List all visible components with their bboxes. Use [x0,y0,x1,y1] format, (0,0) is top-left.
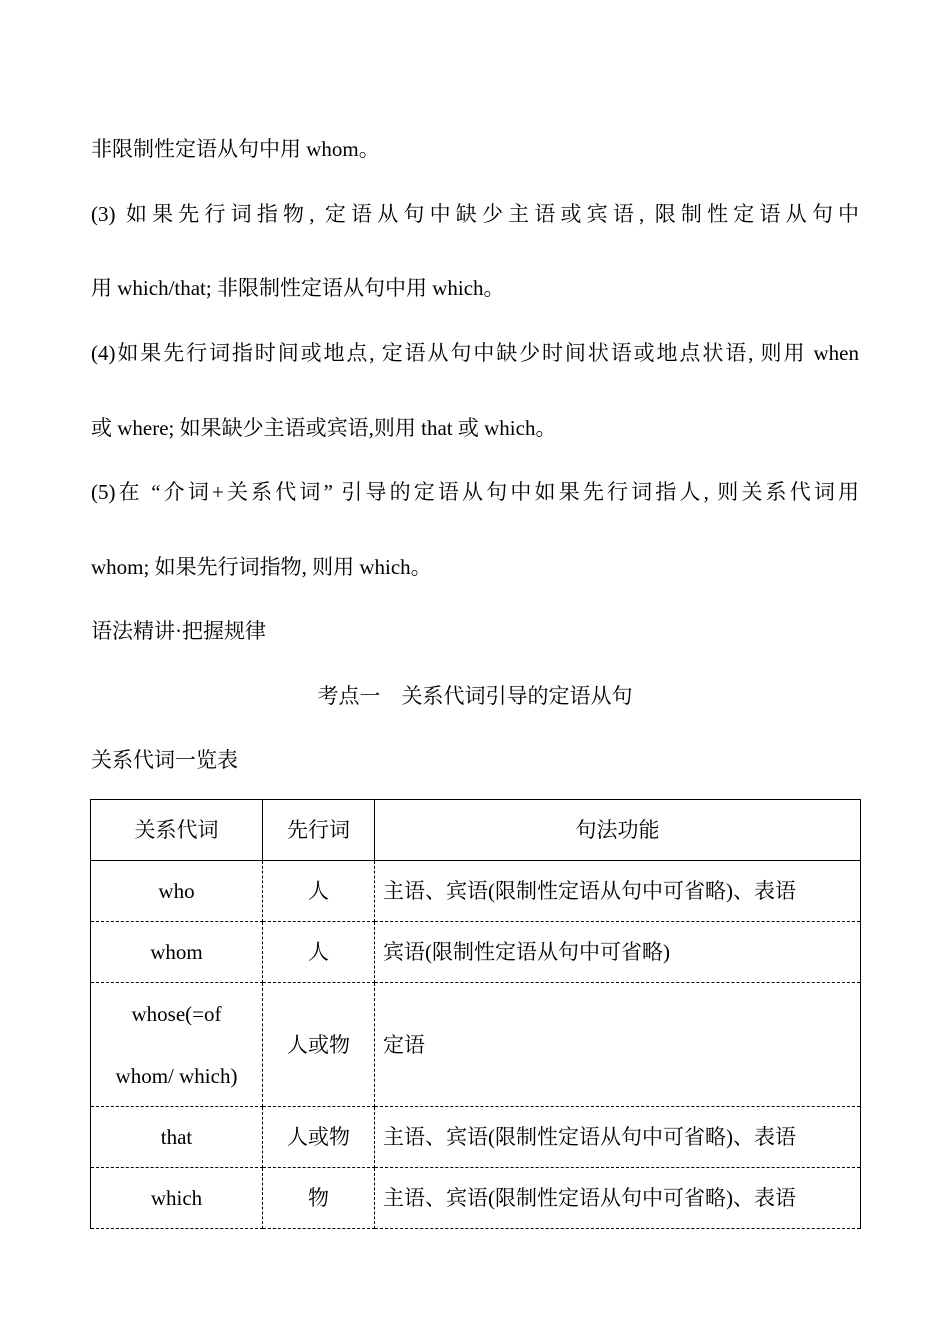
topic-title: 考点一 关系代词引导的定语从句 [317,684,633,708]
table-row [91,983,861,1107]
cell-pronoun: whom [91,922,263,983]
table-row [91,922,861,983]
relative-pronoun-table [90,799,861,1229]
cell-function: 主语、宾语(限制性定语从句中可省略)、表语 [375,1168,861,1229]
cell-antecedent: 人或物 [263,1107,375,1168]
paragraph-rule-4-line-1: (4)如果先行词指时间或地点, 定语从句中缺少时间状语或地点状语, 则用 when [91,341,859,365]
cell-pronoun: who [91,861,263,922]
cell-function: 主语、宾语(限制性定语从句中可省略)、表语 [375,861,861,922]
cell-function: 宾语(限制性定语从句中可省略) [375,922,861,983]
table-row [91,861,861,922]
table-header-row [91,800,861,861]
header-pronoun: 关系代词 [91,800,263,861]
paragraph-rule-5-line-1: (5)在 “介词+关系代词” 引导的定语从句中如果先行词指人, 则关系代词用 [91,480,859,504]
cell-antecedent: 人或物 [263,983,375,1107]
table-caption: 关系代词一览表 [91,748,238,772]
cell-pronoun: that [91,1107,263,1168]
table-row [91,1107,861,1168]
cell-function: 主语、宾语(限制性定语从句中可省略)、表语 [375,1107,861,1168]
table-row [91,1168,861,1229]
header-function: 句法功能 [375,800,861,861]
cell-pronoun-line-2: whom/ which) [115,1063,238,1088]
cell-pronoun: which [91,1168,263,1229]
cell-antecedent: 人 [263,922,375,983]
cell-pronoun-line-1: whose(=of [131,1001,222,1026]
cell-pronoun [91,983,263,1107]
header-antecedent: 先行词 [263,800,375,861]
paragraph-rule-5-line-2: whom; 如果先行词指物, 则用 which。 [91,555,432,579]
paragraph-rule-3-line-2: 用 which/that; 非限制性定语从句中用 which。 [91,276,505,300]
cell-function: 定语 [375,983,861,1107]
paragraph-whom-nonrestrictive: 非限制性定语从句中用 whom。 [91,137,380,161]
section-heading: 语法精讲·把握规律 [91,619,266,643]
paragraph-rule-3-line-1: (3) 如果先行词指物, 定语从句中缺少主语或宾语, 限制性定语从句中 [91,202,859,226]
cell-antecedent: 物 [263,1168,375,1229]
cell-antecedent: 人 [263,861,375,922]
paragraph-rule-4-line-2: 或 where; 如果缺少主语或宾语,则用 that 或 which。 [91,416,557,440]
